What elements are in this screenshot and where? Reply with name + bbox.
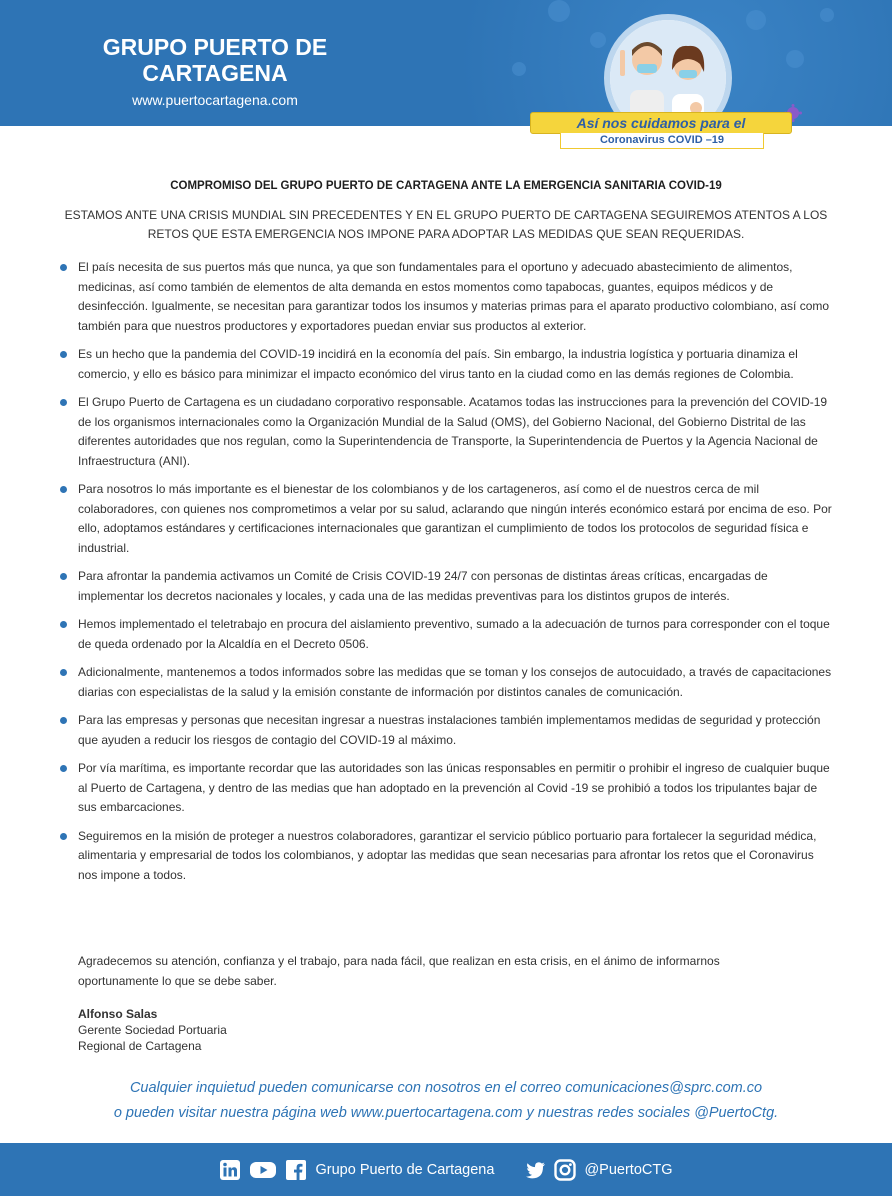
document-intro: ESTAMOS ANTE UNA CRISIS MUNDIAL SIN PRECEDENTES Y EN EL GRUPO PUERTO DE CARTAGENA SEGUIREMOS ATENTOS A LOS RETOS QUE ESTA EMERGENCIA NOS IMPONE PARA ADOPTAR LAS MEDIDAS QUE SEAN REQUERIDAS.	[64, 208, 828, 241]
bullet-icon	[60, 833, 67, 840]
virus-decoration-icon	[820, 8, 834, 22]
virus-decoration-icon	[786, 50, 804, 68]
bullet-icon	[60, 351, 67, 358]
list-item: El Grupo Puerto de Cartagena es un ciudadano corporativo responsable. Acatamos todas las instrucciones para la prevención del COVID-19 de los organismos internacionales como la Organización Mundial de la Salud (OMS), del Gobierno Nacional, del Gobierno Distrital de las diferentes autoridades que nos regulan, como la Superintendencia de Transporte, la Superintendencia de Puertos y la Agencia Nacional de Infraestructura (ANI).	[60, 393, 832, 471]
virus-decoration-icon	[512, 62, 526, 76]
linkedin-icon[interactable]	[219, 1159, 241, 1181]
header-banner	[0, 0, 892, 126]
footer-bar	[0, 1143, 892, 1196]
virus-decoration-icon	[746, 10, 766, 30]
contact-info	[60, 1076, 832, 1126]
list-item: Seguiremos en la misión de proteger a nuestros colaboradores, garantizar el servicio público portuario para fortalecer la seguridad médica, alimentaria y empresarial de todos los colombianos, y adoptar las medidas que sean necesarias para afrontar los retos que el Coronavirus nos impone a todos.	[60, 827, 832, 886]
list-item: Para afrontar la pandemia activamos un Comité de Crisis COVID-19 24/7 con personas de distintas áreas críticas, encargadas de implementar los decretos nacionales y locales, y cada una de las medidas preventivas para los distintos grupos de interés.	[60, 567, 832, 606]
badge-subtitle: Coronavirus COVID –19	[560, 133, 764, 149]
list-item: Hemos implementado el teletrabajo en procura del aislamiento preventivo, sumado a la adecuación de turnos para corresponder con el toque de queda ordenado por la Alcaldía en el Decreto 0506.	[60, 615, 832, 654]
brand-title: GRUPO PUERTO DE CARTAGENA	[102, 34, 328, 86]
list-item: Es un hecho que la pandemia del COVID-19 incidirá en la economía del país. Sin embargo, la industria logística y portuaria dinamiza el comercio, y ello es básico para minimizar el impacto económico del virus tanto en la ciudad como en las demás regiones de Colombia.	[60, 345, 832, 384]
list-item: Para nosotros lo más importante es el bienestar de los colombianos y de los cartageneros, así como el de nuestros cerca de mil colaboradores, con quienes nos comprometimos a velar por su salud, aclarando que ningún interés económico estará por encima de eso. Por ello, adoptamos estándares y certificaciones internacionales que garantizan el cumplimiento de todos los protocolos de seguridad física e industrial.	[60, 480, 832, 558]
signature-block	[78, 1006, 227, 1054]
instagram-icon[interactable]	[554, 1159, 576, 1181]
virus-decoration-icon	[548, 0, 570, 22]
contact-web-line: o pueden visitar nuestra página web www.puertocartagena.com y nuestras redes sociales @PuertoCtg.	[113, 1105, 779, 1121]
contact-email-line: Cualquier inquietud pueden comunicarse con nosotros en el correo comunicaciones@sprc.com.co	[129, 1080, 763, 1096]
facebook-icon[interactable]	[285, 1159, 307, 1181]
list-item: El país necesita de sus puertos más que nunca, ya que son fundamentales para el oportuno y adecuado abastecimiento de alimentos, medicinas, así como también de elementos de alta demanda en estos momentos como tapabocas, guantes, equipos médicos y de desinfección. Igualmente, se necesitan para garantizar todos los insumos y materias primas para el aparato productivo colombiano, así como también para que nuestros productores y exportadores puedan enviar sus productos al exterior.	[60, 258, 832, 336]
signer-name: Alfonso Salas	[78, 1007, 158, 1021]
list-item: Para las empresas y personas que necesitan ingresar a nuestras instalaciones también implementamos medidas de seguridad y protección que ayuden a reducir los riesgos de contagio del COVID-19 al máximo.	[60, 711, 832, 750]
list-item: Adicionalmente, mantenemos a todos informados sobre las medidas que se toman y los consejos de autocuidado, a través de capacitaciones diarias con especialistas de la salud y la emisión constante de información por distintos canales de comunicación.	[60, 663, 832, 702]
signer-role: Gerente Sociedad Portuaria	[78, 1023, 227, 1037]
commitment-list	[60, 258, 832, 885]
bullet-icon	[60, 264, 67, 271]
document-body	[60, 180, 832, 894]
bullet-icon	[60, 399, 67, 406]
twitter-icon[interactable]	[524, 1159, 546, 1181]
signer-role: Regional de Cartagena	[78, 1039, 202, 1053]
bullet-icon	[60, 717, 67, 724]
social-handle[interactable]: @PuertoCTG	[584, 1161, 673, 1178]
list-item: Por vía marítima, es importante recordar que las autoridades son las únicas responsables en permitir o prohibir el ingreso de cualquier buque al Puerto de Cartagena, y dentro de las medias que han adoptado en la prevención al Covid -19 se prohibió a todos los tripulantes bajar de sus embarcaciones.	[60, 759, 832, 818]
bullet-icon	[60, 621, 67, 628]
bullet-icon	[60, 669, 67, 676]
youtube-icon[interactable]	[249, 1159, 277, 1181]
bullet-icon	[60, 573, 67, 580]
document-title: COMPROMISO DEL GRUPO PUERTO DE CARTAGENA ANTE LA EMERGENCIA SANITARIA COVID-19	[170, 180, 722, 192]
badge-ribbon: Así nos cuidamos para el	[530, 112, 792, 134]
bullet-icon	[60, 486, 67, 493]
brand-url: www.puertocartagena.com	[132, 92, 298, 108]
thanks-paragraph: Agradecemos su atención, confianza y el trabajo, para nada fácil, que realizan en esta crisis, en el ánimo de informarnos oportunamente lo que se debe saber.	[78, 954, 720, 988]
virus-decoration-icon	[590, 32, 606, 48]
bullet-icon	[60, 765, 67, 772]
company-label[interactable]: Grupo Puerto de Cartagena	[315, 1161, 495, 1178]
